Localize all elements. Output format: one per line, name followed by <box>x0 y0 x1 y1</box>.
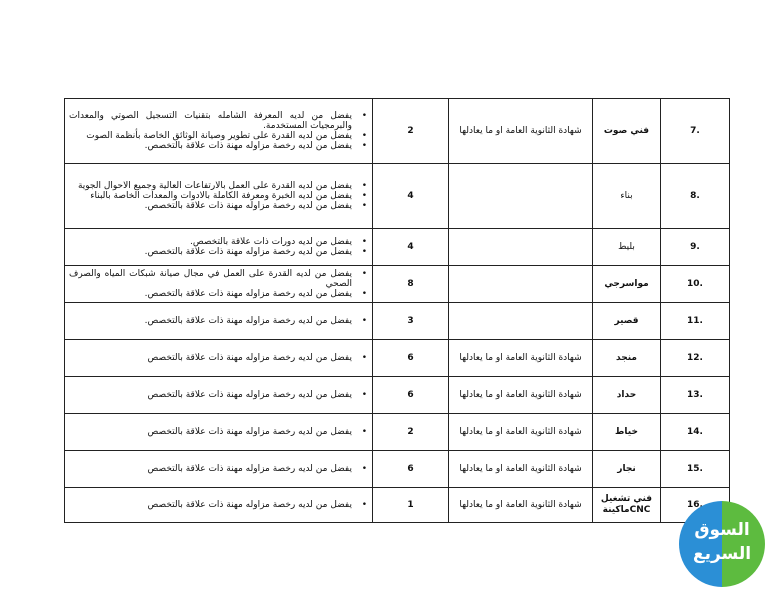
preferences-list <box>65 427 372 437</box>
logo-text-line2: السريع <box>692 544 752 564</box>
preference-item: • يفضل من لديه رخصة مزاوله مهنة ذات علاقة بالتخصص. <box>69 316 352 326</box>
table-row <box>65 451 730 488</box>
job-title: فني تشغيل CNCماكينة <box>593 488 661 523</box>
qualification: شهادة الثانوية العامة او ما يعادلها <box>449 451 593 488</box>
table-row <box>65 340 730 377</box>
row-number: .8 <box>661 164 730 229</box>
position-count: 4 <box>373 164 449 229</box>
qualification <box>449 266 593 303</box>
preferences-list <box>65 269 372 299</box>
row-number: .7 <box>661 99 730 164</box>
job-title: حداد <box>593 377 661 414</box>
preferences-list <box>65 500 372 510</box>
position-count: 3 <box>373 303 449 340</box>
preference-item: • يفضل من لديه القدرة على تطوير وصيانة الوثائق الخاصة بأنظمة الصوت <box>69 131 352 141</box>
qualification <box>449 229 593 266</box>
jobs-table <box>64 98 730 523</box>
preferences-cell <box>65 303 373 340</box>
job-title: منجد <box>593 340 661 377</box>
position-count: 1 <box>373 488 449 523</box>
job-title: نجار <box>593 451 661 488</box>
job-title: فني صوت <box>593 99 661 164</box>
preference-item: • يفضل من لديه رخصة مزاوله مهنة ذات علاقة بالتخصص <box>69 464 352 474</box>
qualification: شهادة الثانوية العامة او ما يعادلها <box>449 377 593 414</box>
preferences-cell <box>65 377 373 414</box>
table-row <box>65 229 730 266</box>
preference-item: • يفضل من لديه رخصة مزاوله مهنة ذات علاقة بالتخصص <box>69 500 352 510</box>
job-title: قصير <box>593 303 661 340</box>
table-row <box>65 488 730 523</box>
preference-item: • يفضل من لديه رخصة مزاوله مهنة ذات علاقة بالتخصص. <box>69 141 352 151</box>
position-count: 4 <box>373 229 449 266</box>
logo-text-line1: السوق <box>694 520 750 540</box>
table-row <box>65 414 730 451</box>
preferences-cell <box>65 340 373 377</box>
position-count: 6 <box>373 340 449 377</box>
preference-item: • يفضل من لديه دورات ذات علاقة بالتخصص. <box>69 237 352 247</box>
preference-item: • يفضل من لديه رخصة مزاوله مهنة ذات علاقة بالتخصص. <box>69 247 352 257</box>
preferences-cell <box>65 99 373 164</box>
preferences-list <box>65 111 372 151</box>
preferences-cell <box>65 164 373 229</box>
position-count: 2 <box>373 414 449 451</box>
preference-item: • يفضل من لديه رخصة مزاوله مهنة ذات علاقة بالتخصص. <box>69 289 352 299</box>
preference-item: • يفضل من لديه رخصة مزاوله مهنة ذات علاقة بالتخصص <box>69 390 352 400</box>
job-title: مواسرجي <box>593 266 661 303</box>
brand-logo[interactable] <box>679 501 765 587</box>
table-row <box>65 303 730 340</box>
job-title: بناء <box>593 164 661 229</box>
row-number: .10 <box>661 266 730 303</box>
preferences-list <box>65 353 372 363</box>
preference-item: • يفضل من لديه القدرة على العمل بالارتفاعات العالية وجميع الاحوال الجوية <box>69 181 352 191</box>
preferences-list <box>65 316 372 326</box>
position-count: 2 <box>373 99 449 164</box>
row-number: .13 <box>661 377 730 414</box>
preferences-list <box>65 464 372 474</box>
preferences-cell <box>65 266 373 303</box>
preference-item: • يفضل من لديه القدرة على العمل في مجال صيانة شبكات المياه والصرف الصحي <box>69 269 352 289</box>
preference-item: • يفضل من لديه رخصة مزاوله مهنة ذات علاقة بالتخصص. <box>69 201 352 211</box>
row-number: .15 <box>661 451 730 488</box>
position-count: 8 <box>373 266 449 303</box>
qualification: شهادة الثانوية العامة او ما يعادلها <box>449 340 593 377</box>
preferences-list <box>65 390 372 400</box>
preferences-cell <box>65 488 373 523</box>
preference-item: • يفضل من لديه رخصة مزاوله مهنة ذات علاقة بالتخصص <box>69 353 352 363</box>
row-number: .12 <box>661 340 730 377</box>
preferences-list <box>65 237 372 257</box>
table-row <box>65 164 730 229</box>
position-count: 6 <box>373 451 449 488</box>
qualification <box>449 303 593 340</box>
table-row <box>65 377 730 414</box>
qualification <box>449 164 593 229</box>
qualification: شهادة الثانوية العامة او ما يعادلها <box>449 99 593 164</box>
job-title: بليط <box>593 229 661 266</box>
qualification: شهادة الثانوية العامة او ما يعادلها <box>449 414 593 451</box>
table-row <box>65 99 730 164</box>
row-number: .11 <box>661 303 730 340</box>
job-title: خياط <box>593 414 661 451</box>
table-row <box>65 266 730 303</box>
preference-item: • يفضل من لديه رخصة مزاوله مهنة ذات علاقة بالتخصص <box>69 427 352 437</box>
preferences-list <box>65 181 372 211</box>
row-number: .14 <box>661 414 730 451</box>
preferences-cell <box>65 414 373 451</box>
preferences-cell <box>65 451 373 488</box>
position-count: 6 <box>373 377 449 414</box>
qualification: شهادة الثانوية العامة او ما يعادلها <box>449 488 593 523</box>
preference-item: • يفضل من لديه الخبرة ومعرفة الكاملة بالادوات والمعدات الخاصة بالبناء <box>69 191 352 201</box>
preferences-cell <box>65 229 373 266</box>
preference-item: • يفضل من لديه المعرفة الشامله بتقنيات التسجيل الصوتي والمعدات والبرمجيات المستخدمة. <box>69 111 352 131</box>
row-number: .9 <box>661 229 730 266</box>
